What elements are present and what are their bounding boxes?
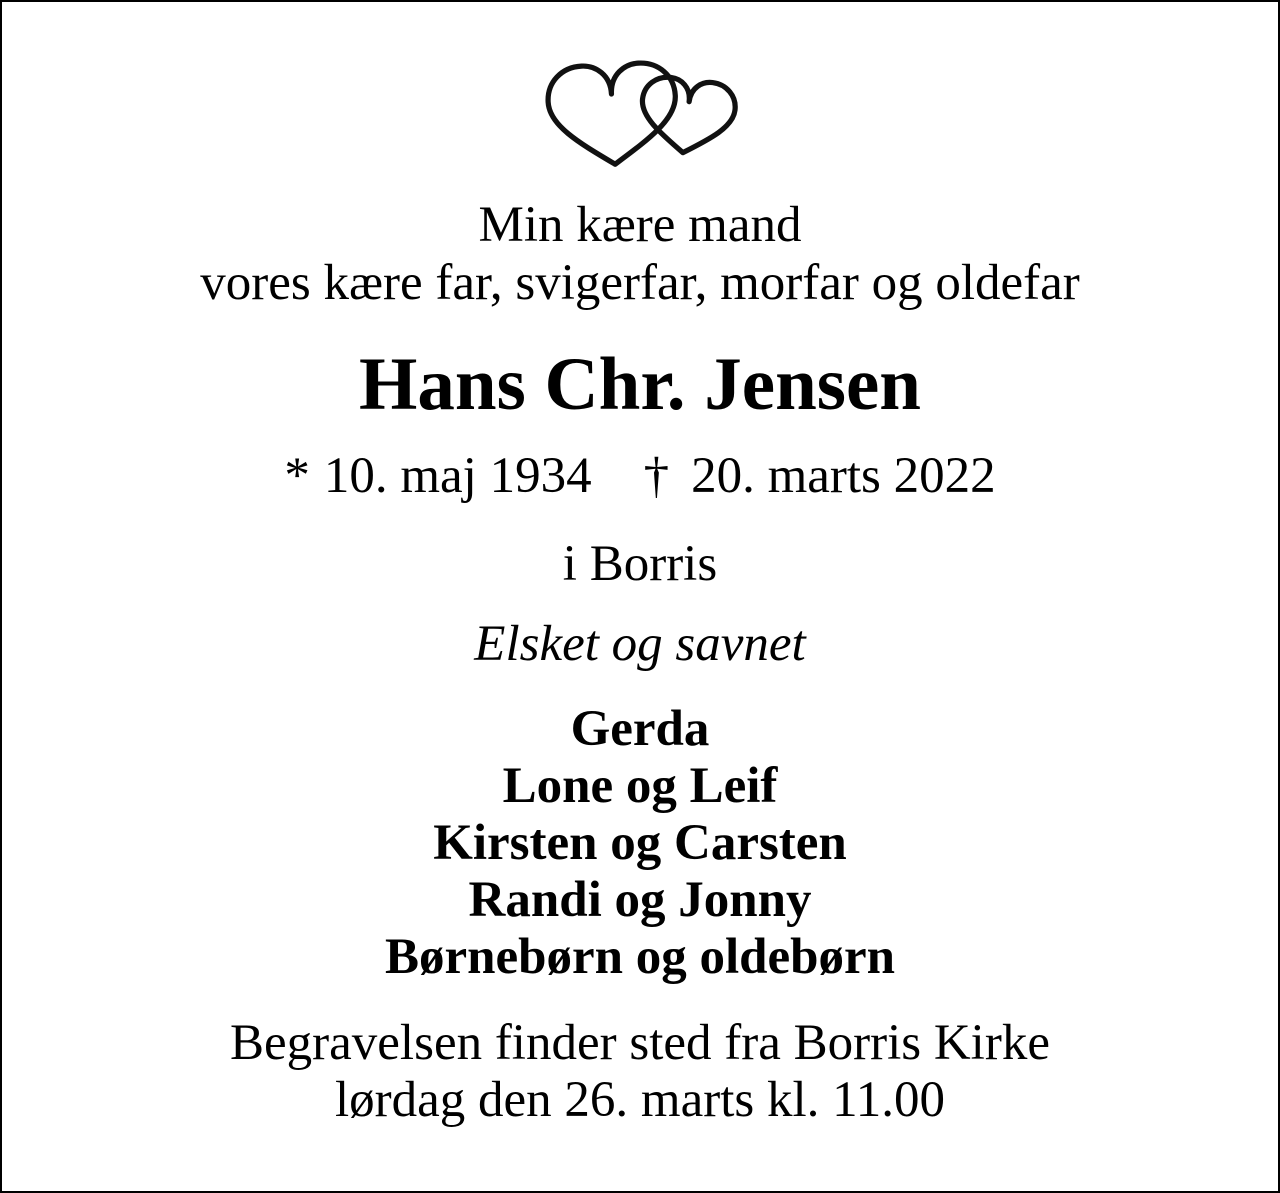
mourner-line: Lone og Leif	[502, 758, 778, 814]
intro-lines	[200, 196, 1080, 312]
funeral-line-1: Begravelsen finder sted fra Borris Kirke	[230, 1015, 1050, 1071]
deceased-name: Hans Chr. Jensen	[359, 343, 921, 426]
double-hearts-icon	[537, 56, 743, 170]
place-line: i Borris	[562, 536, 718, 592]
died-cross-symbol: †	[643, 448, 670, 504]
motto-line: Elsket og savnet	[474, 616, 806, 672]
mourner-line: Gerda	[570, 701, 710, 757]
funeral-line-2: lørdag den 26. marts kl. 11.00	[334, 1072, 945, 1128]
mourner-line: Børnebørn og oldebørn	[384, 929, 896, 985]
death-date-group	[644, 448, 996, 505]
born-star-symbol: *	[284, 448, 310, 504]
death-date: 20. marts 2022	[691, 448, 996, 504]
funeral-info	[230, 1015, 1050, 1129]
intro-line-2: vores kære far, svigerfar, morfar og oldefar	[200, 255, 1080, 311]
birth-date-group	[284, 448, 591, 505]
life-dates	[284, 448, 995, 505]
mourner-line: Kirsten og Carsten	[433, 815, 847, 871]
mourners-list	[385, 701, 895, 986]
right-heart-outline	[637, 74, 738, 158]
mourner-line: Randi og Jonny	[468, 872, 812, 928]
birth-date: 10. maj 1934	[323, 448, 592, 504]
intro-line-1: Min kære mand	[478, 197, 802, 253]
